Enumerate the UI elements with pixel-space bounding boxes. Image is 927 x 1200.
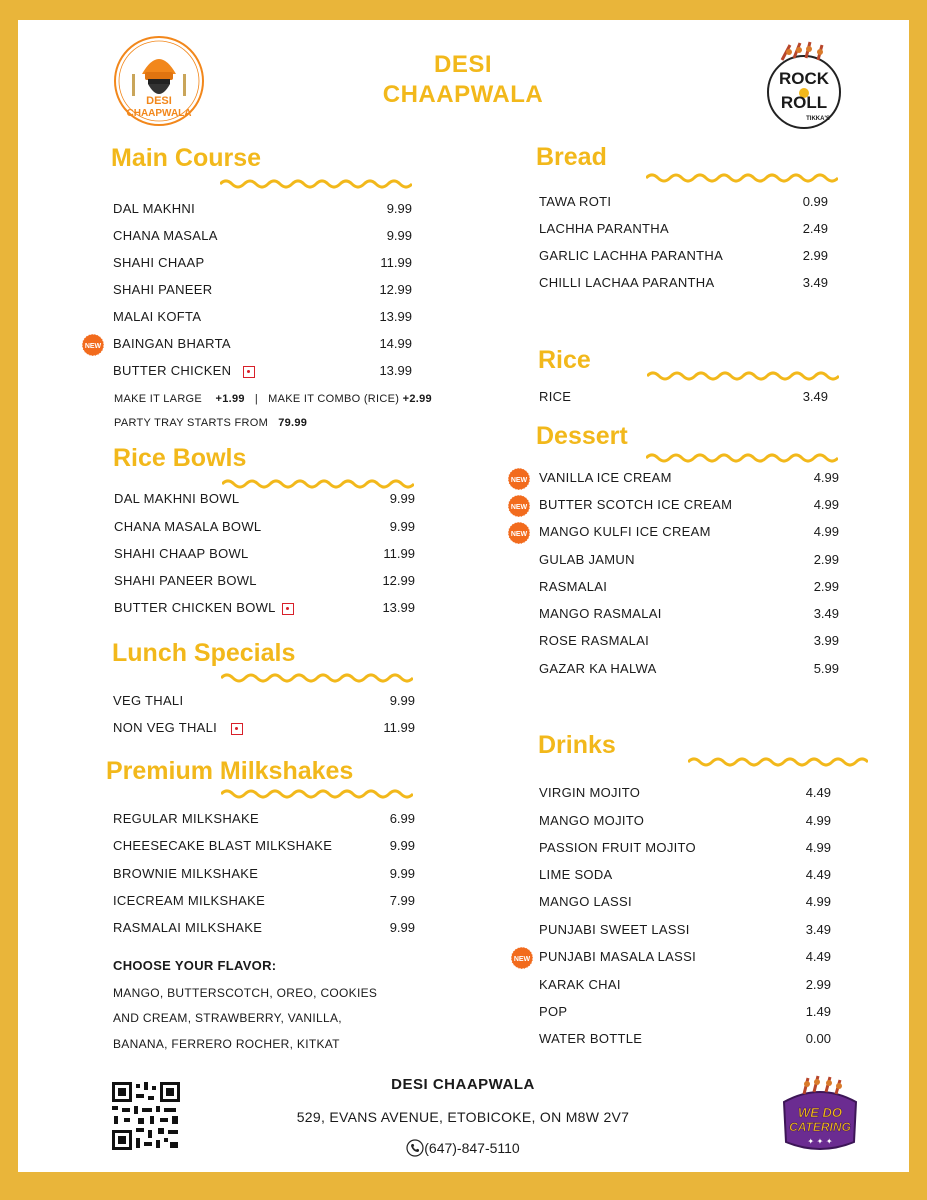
menu-item-price: 4.99 [813, 497, 839, 512]
footer-address: 529, EVANS AVENUE, ETOBICOKE, ON M8W 2V7 [296, 1109, 630, 1125]
menu-item-price: 2.99 [805, 977, 831, 992]
menu-item-name: BUTTER CHICKEN BOWL [114, 600, 294, 616]
menu-item-name: MALAI KOFTA [113, 309, 202, 324]
menu-item-name: SHAHI PANEER BOWL [114, 573, 257, 588]
menu-page [18, 20, 909, 1172]
menu-item-price: 9.99 [389, 519, 415, 534]
section-title-dessert: Dessert [536, 422, 628, 450]
rock-n-roll-tikkas-logo [762, 40, 844, 132]
menu-item-price: 4.49 [805, 867, 831, 882]
menu-item-price: 2.99 [813, 552, 839, 567]
main-course-upgrade-note: MAKE IT LARGE +1.99 | MAKE IT COMBO (RICE) +2.99 [114, 393, 432, 405]
svg-text:NEW: NEW [513, 956, 531, 963]
menu-item-price: 9.99 [389, 920, 415, 935]
party-tray-note: PARTY TRAY STARTS FROM 79.99 [114, 417, 308, 429]
section-title-premium-milkshakes: Premium Milkshakes [106, 757, 354, 785]
non-veg-icon [231, 723, 243, 735]
menu-item-name: RASMALAI [539, 579, 608, 594]
menu-item-name: SHAHI CHAAP [113, 255, 205, 270]
flavor-list-line: AND CREAM, STRAWBERRY, VANILLA, [113, 1011, 342, 1025]
flavor-list-line: MANGO, BUTTERSCOTCH, OREO, COOKIES [113, 986, 378, 1000]
menu-item-name: PUNJABI SWEET LASSI [539, 922, 690, 937]
svg-text:WE DO: WE DO [797, 1105, 843, 1120]
svg-text:CHAAPWALA: CHAAPWALA [126, 108, 192, 119]
menu-item-name: MANGO MOJITO [539, 813, 645, 828]
wave-divider [221, 672, 413, 684]
menu-item-name: POP [539, 1004, 568, 1019]
new-badge-icon [81, 333, 105, 357]
menu-item-price: 13.99 [379, 363, 412, 378]
section-title-drinks: Drinks [538, 731, 616, 759]
svg-text:NEW: NEW [510, 504, 528, 511]
non-veg-icon [282, 603, 294, 615]
menu-item-price: 13.99 [379, 309, 412, 324]
footer-business-name: DESI CHAAPWALA [391, 1076, 535, 1093]
menu-item-price: 5.99 [813, 661, 839, 676]
menu-item-name: DAL MAKHNI BOWL [114, 491, 240, 506]
menu-item-name: NON VEG THALI [113, 720, 243, 736]
menu-item-name: BUTTER CHICKEN [113, 363, 255, 379]
menu-item-name: GULAB JAMUN [539, 552, 635, 567]
menu-item-name: WATER BOTTLE [539, 1031, 643, 1046]
svg-text:NEW: NEW [510, 531, 528, 538]
menu-item-name: VANILLA ICE CREAM [539, 470, 672, 485]
section-title-rice: Rice [538, 346, 591, 374]
menu-item-name: TAWA ROTI [539, 194, 612, 209]
desi-chaapwala-logo [112, 34, 206, 128]
new-badge-icon [507, 467, 531, 491]
svg-text:ROLL: ROLL [780, 93, 828, 112]
menu-item-price: 4.99 [805, 894, 831, 909]
menu-item-name: ROSE RASMALAI [539, 633, 650, 648]
menu-item-price: 3.49 [805, 922, 831, 937]
menu-item-name: VEG THALI [113, 693, 184, 708]
menu-item-price: 13.99 [382, 600, 415, 615]
footer-phone[interactable]: (647)-847-5110 [263, 1139, 663, 1157]
section-title-lunch-specials: Lunch Specials [112, 639, 296, 667]
menu-item-name: MANGO KULFI ICE CREAM [539, 524, 711, 539]
menu-item-name: RASMALAI MILKSHAKE [113, 920, 263, 935]
menu-item-price: 2.99 [802, 248, 828, 263]
menu-item-name: GARLIC LACHHA PARANTHA [539, 248, 724, 263]
svg-text:ROCK: ROCK [778, 69, 830, 88]
menu-item-price: 3.49 [802, 275, 828, 290]
menu-item-price: 0.99 [802, 194, 828, 209]
svg-text:NEW: NEW [510, 477, 528, 484]
menu-item-name: DAL MAKHNI [113, 201, 195, 216]
menu-item-price: 7.99 [389, 893, 415, 908]
non-veg-icon [243, 366, 255, 378]
section-title-bread: Bread [536, 143, 607, 171]
menu-item-price: 3.49 [813, 606, 839, 621]
menu-item-price: 9.99 [389, 693, 415, 708]
wave-divider [220, 178, 412, 190]
menu-item-name: ICECREAM MILKSHAKE [113, 893, 266, 908]
svg-text:✦ ✦ ✦: ✦ ✦ ✦ [807, 1137, 833, 1146]
menu-item-name: PUNJABI MASALA LASSI [539, 949, 697, 964]
menu-item-price: 6.99 [389, 811, 415, 826]
wave-divider [688, 756, 868, 768]
new-badge-icon [507, 521, 531, 545]
we-do-catering-badge [774, 1074, 866, 1158]
menu-item-name: CHANA MASALA BOWL [114, 519, 262, 534]
section-title-rice-bowls: Rice Bowls [113, 444, 247, 472]
menu-item-price: 1.49 [805, 1004, 831, 1019]
menu-item-price: 3.49 [802, 389, 828, 404]
menu-item-name: LACHHA PARANTHA [539, 221, 669, 236]
qr-code-icon[interactable] [110, 1080, 182, 1152]
wave-divider [221, 788, 413, 800]
menu-item-price: 0.00 [805, 1031, 831, 1046]
menu-item-price: 4.49 [805, 785, 831, 800]
svg-text:CATERING: CATERING [789, 1120, 851, 1134]
menu-item-price: 9.99 [389, 866, 415, 881]
menu-item-price: 9.99 [389, 491, 415, 506]
menu-item-name: GAZAR KA HALWA [539, 661, 657, 676]
menu-item-price: 4.99 [813, 524, 839, 539]
new-badge-icon [507, 494, 531, 518]
wave-divider [222, 478, 414, 490]
wave-divider [646, 172, 838, 184]
phone-icon [406, 1139, 424, 1157]
new-badge-icon [510, 946, 534, 970]
menu-item-name: BAINGAN BHARTA [113, 336, 231, 351]
menu-item-name: VIRGIN MOJITO [539, 785, 641, 800]
menu-item-price: 2.99 [813, 579, 839, 594]
menu-item-name: CHEESECAKE BLAST MILKSHAKE [113, 838, 333, 853]
menu-item-price: 14.99 [379, 336, 412, 351]
menu-item-name: KARAK CHAI [539, 977, 621, 992]
menu-item-name: SHAHI CHAAP BOWL [114, 546, 249, 561]
menu-item-name: RICE [539, 389, 572, 404]
menu-item-name: BROWNIE MILKSHAKE [113, 866, 259, 881]
wave-divider [647, 370, 839, 382]
menu-item-price: 12.99 [379, 282, 412, 297]
menu-item-name: SHAHI PANEER [113, 282, 213, 297]
flavor-heading: CHOOSE YOUR FLAVOR: [113, 958, 277, 973]
menu-item-name: LIME SODA [539, 867, 613, 882]
menu-item-price: 9.99 [386, 228, 412, 243]
menu-item-price: 2.49 [802, 221, 828, 236]
menu-item-name: MANGO LASSI [539, 894, 632, 909]
menu-item-name: CHANA MASALA [113, 228, 218, 243]
svg-text:TIKKA'S: TIKKA'S [806, 116, 830, 122]
menu-item-price: 11.99 [380, 255, 412, 270]
menu-item-price: 4.99 [805, 840, 831, 855]
svg-text:NEW: NEW [84, 343, 102, 350]
menu-item-price: 4.99 [805, 813, 831, 828]
menu-item-name: PASSION FRUIT MOJITO [539, 840, 696, 855]
menu-item-price: 4.49 [805, 949, 831, 964]
menu-item-price: 11.99 [383, 720, 415, 735]
menu-item-name: CHILLI LACHAA PARANTHA [539, 275, 715, 290]
menu-item-price: 3.99 [813, 633, 839, 648]
menu-item-name: BUTTER SCOTCH ICE CREAM [539, 497, 733, 512]
menu-item-name: REGULAR MILKSHAKE [113, 811, 259, 826]
flavor-list-line: BANANA, FERRERO ROCHER, KITKAT [113, 1037, 340, 1051]
section-title-main-course: Main Course [111, 144, 262, 172]
menu-item-name: MANGO RASMALAI [539, 606, 662, 621]
wave-divider [646, 452, 838, 464]
menu-item-price: 9.99 [389, 838, 415, 853]
svg-text:DESI: DESI [146, 95, 172, 107]
menu-item-price: 9.99 [386, 201, 412, 216]
menu-item-price: 11.99 [383, 546, 415, 561]
menu-item-price: 4.99 [813, 470, 839, 485]
menu-item-price: 12.99 [382, 573, 415, 588]
page-title: DESI CHAAPWALA [382, 51, 544, 108]
